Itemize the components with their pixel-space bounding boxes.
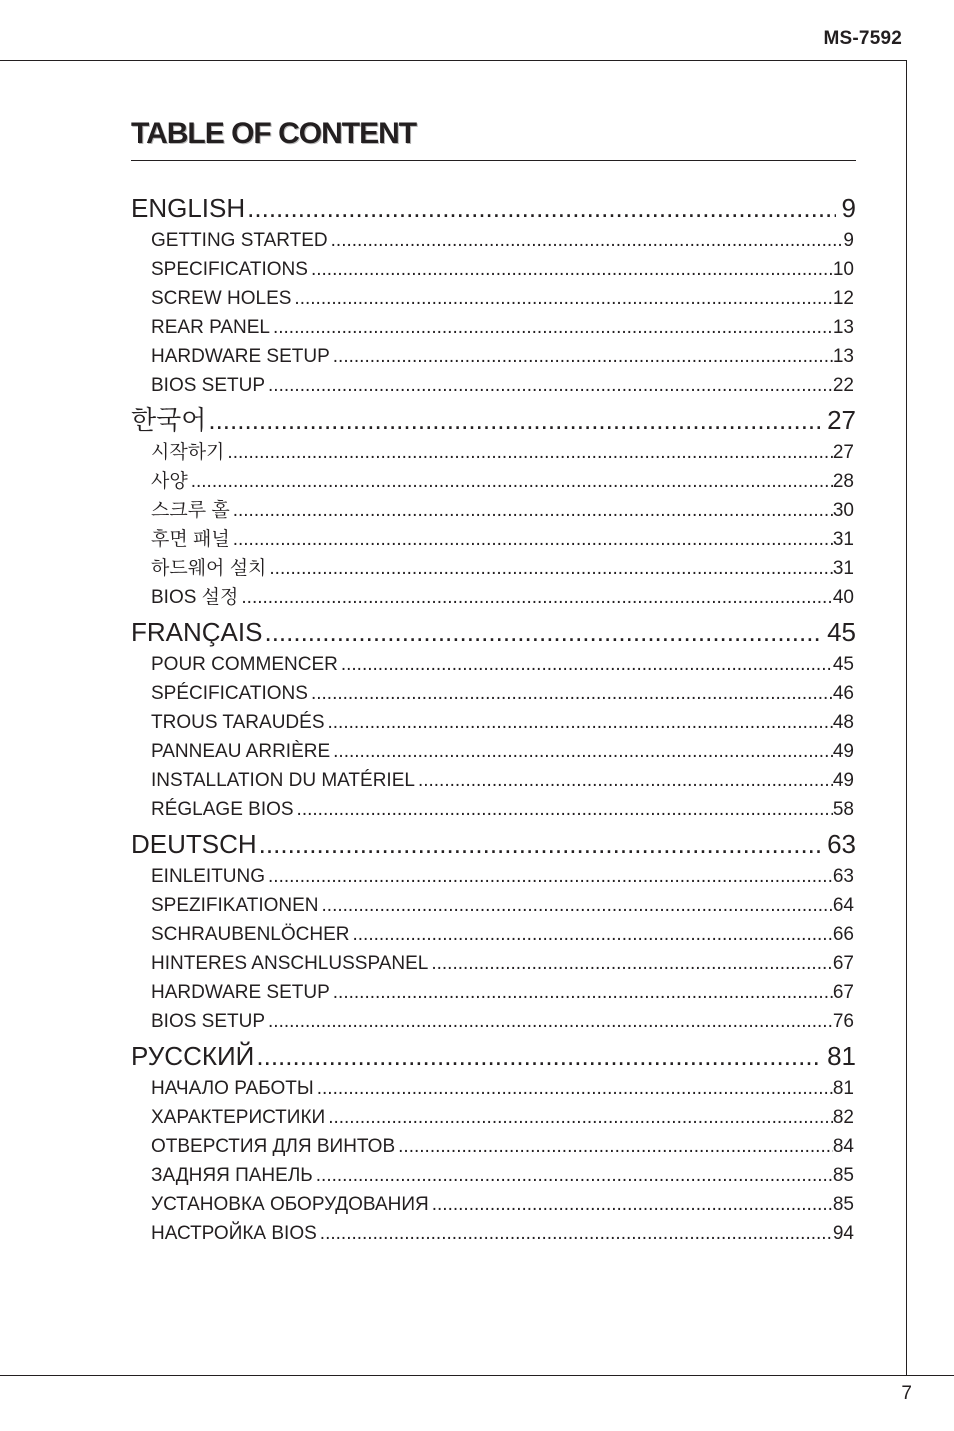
entry-page: 48 [832, 712, 854, 733]
entry-page: 31 [832, 529, 854, 550]
dot-leader [265, 371, 833, 400]
toc-section-english [131, 190, 856, 400]
dot-leader [330, 737, 833, 766]
section-page: 45 [827, 617, 856, 647]
entry-label: BIOS SETUP [151, 375, 266, 396]
entry-label: 사양 [151, 471, 188, 492]
dot-leader [314, 1074, 833, 1103]
entry-page: 63 [832, 866, 854, 887]
dot-leader [254, 1038, 821, 1074]
toc-entry[interactable] [151, 1190, 854, 1219]
entry-label: BIOS SETUP [151, 1011, 266, 1032]
entry-page: 82 [832, 1107, 854, 1128]
entry-label: ОТВЕРСТИЯ ДЛЯ ВИНТОВ [151, 1136, 396, 1157]
entry-page: 64 [832, 895, 854, 916]
section-page: 81 [827, 1041, 856, 1071]
toc-entry[interactable] [151, 342, 854, 371]
entry-page: 31 [832, 558, 854, 579]
entry-label: 하드웨어 설치 [151, 558, 267, 579]
toc-entry[interactable] [151, 284, 854, 313]
entry-page: 28 [832, 471, 854, 492]
entry-page: 22 [832, 375, 854, 396]
dot-leader [338, 650, 833, 679]
dot-leader [317, 1219, 833, 1248]
entry-label: 시작하기 [151, 442, 225, 463]
toc-entry[interactable] [151, 226, 854, 255]
entry-page: 27 [832, 442, 854, 463]
page-number: 7 [901, 1383, 912, 1404]
section-title: DEUTSCH [131, 829, 257, 859]
entry-page: 40 [832, 587, 854, 608]
dot-leader [415, 766, 833, 795]
toc-section-korean [131, 402, 856, 612]
dot-leader [265, 862, 833, 891]
page-title: TABLE OF CONTENT [131, 117, 417, 150]
dot-leader [328, 226, 844, 255]
toc-heading[interactable] [131, 190, 856, 226]
entry-page: 13 [832, 317, 854, 338]
toc-section-french [131, 614, 856, 824]
entry-page: 67 [832, 982, 854, 1003]
dot-leader [265, 1007, 833, 1036]
entry-label: НАЧАЛО РАБОТЫ [151, 1078, 314, 1099]
toc-entry[interactable] [151, 891, 854, 920]
entry-page: 13 [832, 346, 854, 367]
toc-entry[interactable] [151, 1007, 854, 1036]
toc-heading[interactable] [131, 1038, 856, 1074]
section-title: ENGLISH [131, 193, 246, 223]
dot-leader [270, 313, 833, 342]
dot-leader [188, 467, 833, 496]
entry-label: SPÉCIFICATIONS [151, 683, 308, 704]
toc-heading[interactable] [131, 614, 856, 650]
toc-entry[interactable] [151, 766, 854, 795]
entry-label: RÉGLAGE BIOS [151, 799, 294, 820]
toc-section-german [131, 826, 856, 1036]
entry-label: PANNEAU ARRIÈRE [151, 741, 331, 762]
footer-rule [0, 1375, 954, 1376]
entry-label: INSTALLATION DU MATÉRIEL [151, 770, 415, 791]
toc-entry[interactable] [151, 1161, 854, 1190]
entry-label: ХАРАКТЕРИСТИКИ [151, 1107, 326, 1128]
dot-leader [349, 920, 832, 949]
entry-page: 85 [832, 1165, 854, 1186]
entry-page: 81 [832, 1078, 854, 1099]
dot-leader [308, 679, 833, 708]
dot-leader [325, 1103, 833, 1132]
entry-label: BIOS 설정 [151, 587, 239, 608]
toc-entry[interactable] [151, 313, 854, 342]
toc-entry[interactable] [151, 496, 854, 525]
side-rule [906, 60, 907, 1376]
entry-page: 30 [832, 500, 854, 521]
dot-leader [330, 978, 833, 1007]
dot-leader [206, 402, 821, 438]
toc-entry[interactable] [151, 371, 854, 400]
entry-label: HARDWARE SETUP [151, 346, 330, 367]
entry-label: 스크루 홀 [151, 500, 230, 521]
dot-leader [429, 1190, 833, 1219]
dot-leader [325, 708, 833, 737]
entry-page: 76 [832, 1011, 854, 1032]
dot-leader [230, 496, 833, 525]
dot-leader [330, 342, 833, 371]
entry-label: HARDWARE SETUP [151, 982, 330, 1003]
toc-entry[interactable] [151, 1074, 854, 1103]
toc-entry[interactable] [151, 679, 854, 708]
dot-leader [224, 438, 832, 467]
dot-leader [266, 554, 832, 583]
entry-label: HINTERES ANSCHLUSSPANEL [151, 953, 429, 974]
entry-page: 45 [832, 654, 854, 675]
dot-leader [428, 949, 833, 978]
toc-section-russian [131, 1038, 856, 1248]
toc-entry[interactable] [151, 1219, 854, 1248]
dot-leader [262, 614, 821, 650]
toc-entry[interactable] [151, 554, 854, 583]
entry-page: 49 [832, 741, 854, 762]
section-page: 9 [841, 193, 856, 223]
entry-label: ЗАДНЯЯ ПАНЕЛЬ [151, 1165, 313, 1186]
entry-page: 94 [832, 1223, 854, 1244]
dot-leader [230, 525, 833, 554]
toc-entry[interactable] [151, 978, 854, 1007]
section-page: 63 [827, 829, 856, 859]
table-of-contents [131, 190, 856, 1248]
dot-leader [313, 1161, 833, 1190]
entry-page: 66 [832, 924, 854, 945]
entry-label: НАСТРОЙКА BIOS [151, 1223, 317, 1244]
toc-entry[interactable] [151, 467, 854, 496]
entry-label: 후면 패널 [151, 529, 230, 550]
entry-page: 58 [832, 799, 854, 820]
entry-label: УСТАНОВКА ОБОРУДОВАНИЯ [151, 1194, 429, 1215]
entry-label: SCHRAUBENLÖCHER [151, 924, 350, 945]
toc-entry[interactable] [151, 525, 854, 554]
entry-page: 46 [832, 683, 854, 704]
entry-label: EINLEITUNG [151, 866, 266, 887]
entry-label: GETTING STARTED [151, 230, 328, 251]
toc-heading[interactable] [131, 402, 856, 438]
entry-page: 10 [832, 259, 854, 280]
entry-label: REAR PANEL [151, 317, 270, 338]
section-title: 한국어 [131, 405, 207, 435]
toc-entry[interactable] [151, 708, 854, 737]
toc-entry[interactable] [151, 650, 854, 679]
entry-label: SPEZIFIKATIONEN [151, 895, 319, 916]
entry-label: POUR COMMENCER [151, 654, 338, 675]
toc-entry[interactable] [151, 949, 854, 978]
section-title: РУССКИЙ [131, 1041, 255, 1071]
toc-entry[interactable] [151, 795, 854, 824]
toc-entry[interactable] [151, 920, 854, 949]
entry-page: 84 [832, 1136, 854, 1157]
title-divider [131, 160, 856, 161]
dot-leader [308, 255, 833, 284]
dot-leader [245, 190, 835, 226]
entry-page: 9 [843, 230, 854, 251]
dot-leader [395, 1132, 833, 1161]
toc-entry[interactable] [151, 1103, 854, 1132]
toc-heading[interactable] [131, 826, 856, 862]
toc-entry[interactable] [151, 583, 854, 612]
toc-entry[interactable] [151, 255, 854, 284]
dot-leader [294, 795, 833, 824]
entry-page: 49 [832, 770, 854, 791]
toc-entry[interactable] [151, 737, 854, 766]
toc-entry[interactable] [151, 862, 854, 891]
entry-label: TROUS TARAUDÉS [151, 712, 325, 733]
header-rule [0, 60, 907, 61]
entry-page: 67 [832, 953, 854, 974]
toc-entry[interactable] [151, 438, 854, 467]
dot-leader [257, 826, 821, 862]
entry-page: 12 [832, 288, 854, 309]
dot-leader [291, 284, 832, 313]
model-number: MS-7592 [823, 28, 902, 49]
toc-entry[interactable] [151, 1132, 854, 1161]
entry-label: SCREW HOLES [151, 288, 292, 309]
section-page: 27 [827, 405, 856, 435]
entry-label: SPECIFICATIONS [151, 259, 308, 280]
dot-leader [319, 891, 833, 920]
dot-leader [238, 583, 832, 612]
section-title: FRANÇAIS [131, 617, 263, 647]
entry-page: 85 [832, 1194, 854, 1215]
